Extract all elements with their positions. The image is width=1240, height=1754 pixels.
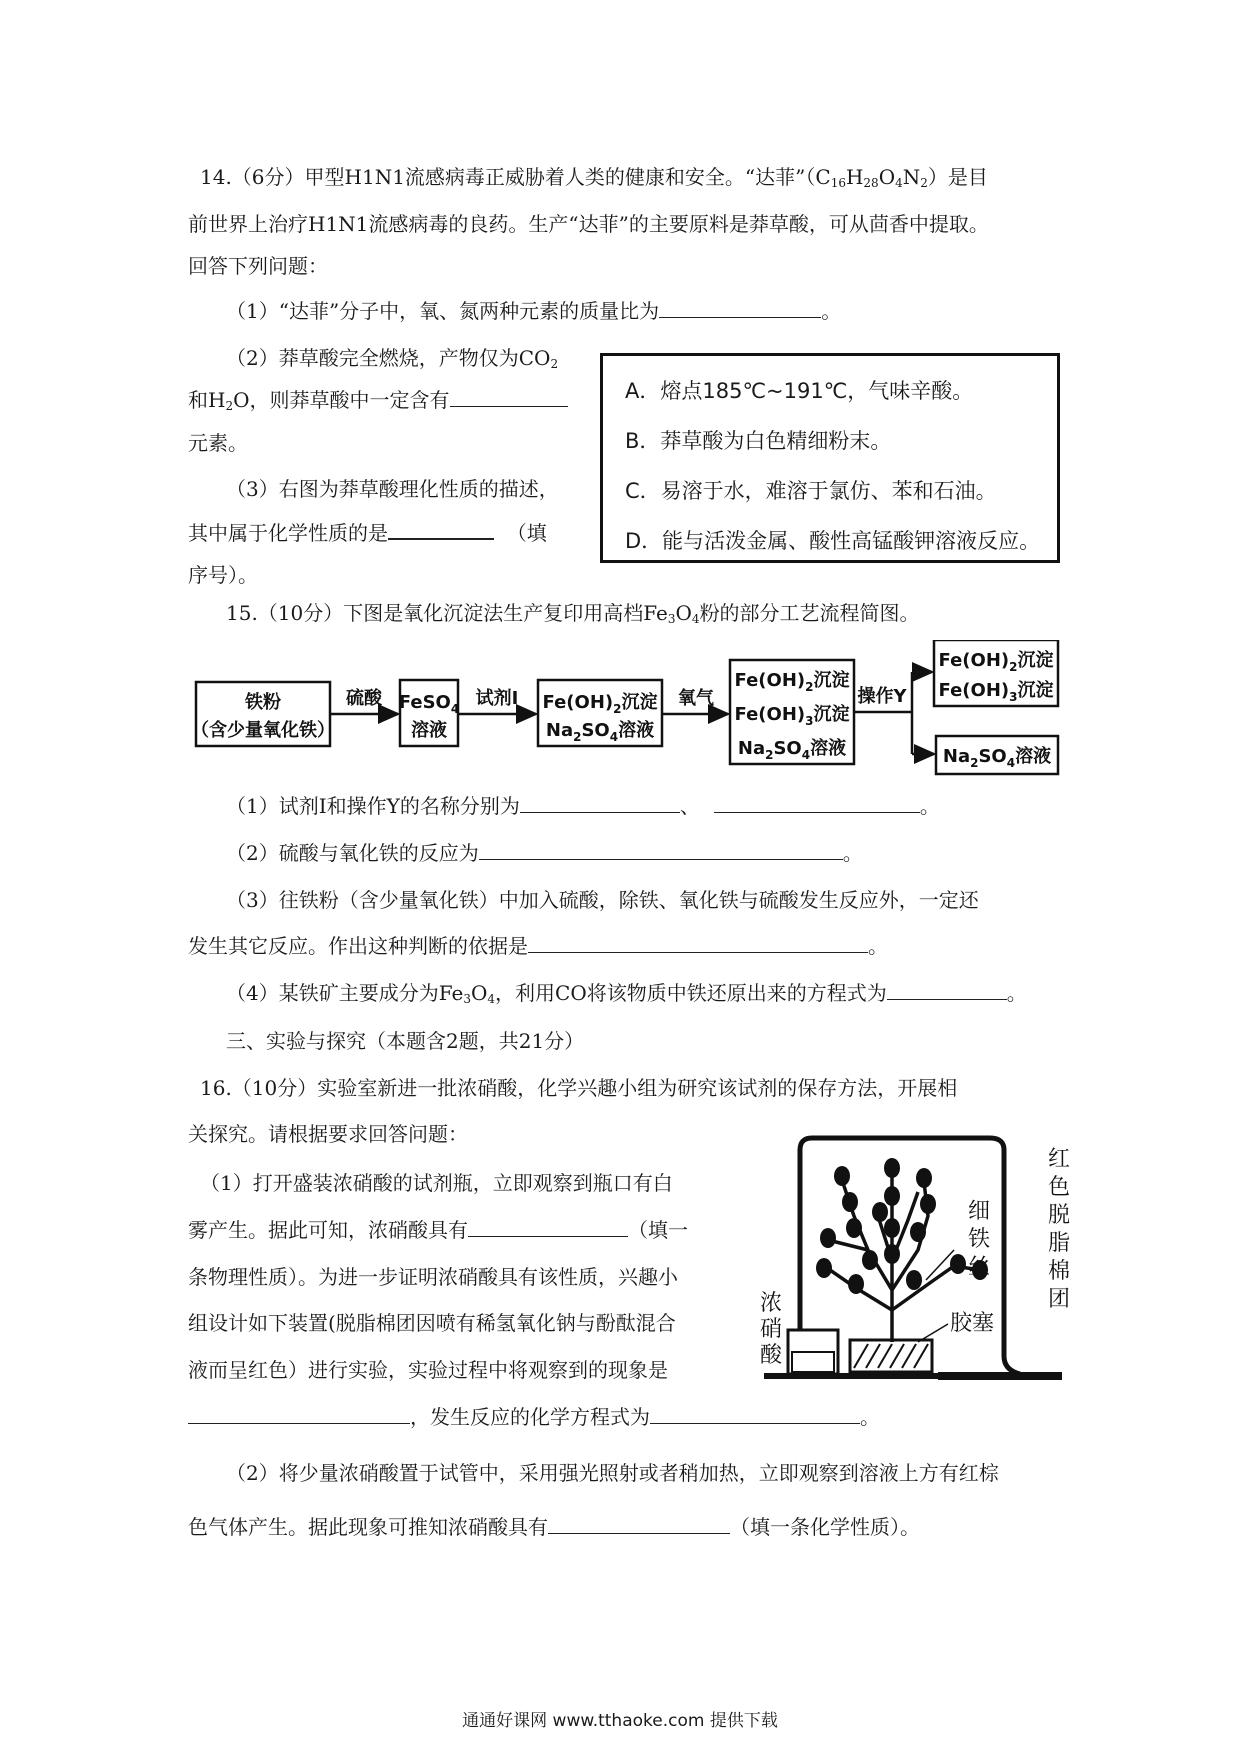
base-plate-end xyxy=(938,1372,1062,1380)
q15-part3-line2: 发生其它反应。作出这种判断的依据是 。 xyxy=(188,934,888,958)
svg-text:丝: 丝 xyxy=(968,1255,991,1280)
flow-arrow4-label: 操作Y xyxy=(857,686,907,707)
svg-text:铁: 铁 xyxy=(968,1227,991,1252)
q15-answer-blank-2[interactable] xyxy=(479,841,843,860)
svg-text:细: 细 xyxy=(968,1199,991,1224)
q15-part2: （2）硫酸与氧化铁的反应为 。 xyxy=(226,841,863,865)
section-3-heading: 三、实验与探究（本题含2题，共21分） xyxy=(226,1029,585,1053)
flow-arrow1-label: 硫酸 xyxy=(346,688,382,709)
svg-text:棉: 棉 xyxy=(1048,1259,1071,1284)
q15-answer-blank-3[interactable] xyxy=(528,934,868,953)
flow-box3-line1: $Fe(OH)_2$沉淀 xyxy=(542,692,658,716)
flow-box2-line1: FeSO$_4$ xyxy=(398,692,460,716)
q14-part2-line2: 和$H_2O$，则莽草酸中一定含有 xyxy=(188,387,568,413)
q14-answer-blank-2[interactable] xyxy=(450,388,568,407)
q15-answer-blank-4[interactable] xyxy=(887,981,1007,1000)
q14-intro-line3: 回答下列问题： xyxy=(188,254,328,278)
q14-answer-blank-1[interactable] xyxy=(659,299,821,318)
q16-answer-blank-2[interactable] xyxy=(188,1405,410,1424)
property-b: B．莽草酸为白色精细粉末。 xyxy=(625,429,892,453)
q15-part1: （1）试剂I和操作Y的名称分别为 、 。 xyxy=(226,794,940,818)
svg-text:红: 红 xyxy=(1048,1147,1071,1172)
q16-part1-line6: ，发生反应的化学方程式为 。 xyxy=(188,1404,880,1430)
q15-part4: （4）某铁矿主要成分为$Fe_3O_4$，利用CO将该物质中铁还原出来的方程式为 。 xyxy=(226,981,1027,1006)
q16-part2-line2: 色气体产生。据此现象可推知浓硝酸具有 （填一条化学性质）。 xyxy=(188,1515,920,1539)
svg-text:脂: 脂 xyxy=(1048,1231,1071,1256)
q16-part1-line2: 雾产生。据此可知，浓硝酸具有 （填一 xyxy=(188,1218,688,1242)
flow-box5-line1: $Fe(OH)_2$沉淀 xyxy=(938,650,1054,674)
q16-part1-line3: 条物理性质）。为进一步证明浓硝酸具有该性质，兴趣小 xyxy=(188,1265,678,1289)
q16-part1-line5: 液而呈红色）进行实验，实验过程中将观察到的现象是 xyxy=(188,1358,668,1382)
q16-intro-line2: 关探究。请根据要求回答问题： xyxy=(188,1122,468,1146)
property-c: C．易溶于水，难溶于氯仿、苯和石油。 xyxy=(625,479,997,503)
flow-box1-line2: （含少量氧化铁） xyxy=(191,720,335,741)
q15-part3-line1: （3）往铁粉（含少量氧化铁）中加入硫酸，除铁、氧化铁与硫酸发生反应外，一定还 xyxy=(226,888,979,912)
q14-answer-blank-3[interactable] xyxy=(388,520,494,540)
q14-intro-line2: 前世界上治疗H1N1流感病毒的良药。生产“达菲”的主要原料是莽草酸，可从茴香中提取。 xyxy=(188,212,989,236)
process-flow-diagram xyxy=(190,640,1070,790)
flow-box1-line1: 铁粉 xyxy=(245,692,281,713)
q16-answer-blank-1[interactable] xyxy=(468,1218,628,1237)
footer-source: 通通好课网 www.tthaoke.com 提供下载 xyxy=(462,1711,778,1731)
q15-answer-blank-1b[interactable] xyxy=(714,794,920,813)
svg-text:脱: 脱 xyxy=(1048,1203,1071,1228)
flow-box4-line3: $Na_2SO_4$溶液 xyxy=(737,738,847,762)
q16-part1-line4: 组设计如下装置(脱脂棉团因喷有稀氢氧化钠与酚酞混合 xyxy=(188,1311,676,1335)
label-stopper: 胶塞 xyxy=(950,1311,995,1336)
flow-arrow3-label: 氧气 xyxy=(678,688,714,709)
svg-text:酸: 酸 xyxy=(760,1343,783,1368)
flow-box3-line2: $Na_2SO_4$溶液 xyxy=(545,720,655,744)
q14-intro-line1: 14.（6分）甲型H1N1流感病毒正威胁着人类的健康和安全。“达菲$”(C_{16}H_{28}O_4N_2)$是目 xyxy=(200,165,988,190)
shikimic-acid-properties-box xyxy=(600,353,1060,563)
q14-part3-line2: 其中属于化学性质的是 （填 xyxy=(188,521,547,545)
q16-part1-line1: （1）打开盛装浓硝酸的试剂瓶，立即观察到瓶口有白 xyxy=(200,1171,673,1195)
apparatus-figure xyxy=(758,1120,1078,1410)
svg-text:硝: 硝 xyxy=(760,1317,783,1342)
svg-text:团: 团 xyxy=(1048,1287,1071,1312)
property-a: A．熔点185℃~191℃，气味辛酸。 xyxy=(625,379,974,403)
label-concentrated-nitric-acid xyxy=(760,1291,783,1368)
flow-box4-line1: $Fe(OH)_2$沉淀 xyxy=(734,670,850,694)
q16-part2-line1: （2）将少量浓硝酸置于试管中，采用强光照射或者稍加热，立即观察到溶液上方有红棕 xyxy=(226,1461,999,1485)
q16-answer-blank-4[interactable] xyxy=(548,1515,730,1534)
q16-intro-line1: 16.（10分）实验室新进一批浓硝酸，化学兴趣小组为研究该试剂的保存方法，开展相 xyxy=(200,1076,958,1100)
flow-box6-line1: $Na_2SO_4$溶液 xyxy=(942,746,1052,770)
label-iron-wire xyxy=(968,1199,990,1280)
flow-box2-line2: 溶液 xyxy=(411,720,447,741)
property-d: D．能与活泼金属、酸性高锰酸钾溶液反应。 xyxy=(625,529,1041,553)
svg-text:色: 色 xyxy=(1048,1175,1071,1200)
q14-part2-line1: （2）莽草酸完全燃烧，产物仅为$CO_2$ xyxy=(226,346,559,371)
q14-part2-line3: 元素。 xyxy=(188,431,248,455)
flow-arrow2-label: 试剂I xyxy=(475,688,519,709)
q15-answer-blank-1a[interactable] xyxy=(520,794,680,813)
q14-part1: （1）“达菲”分子中，氧、氮两种元素的质量比为 。 xyxy=(226,299,842,323)
flow-box4-line2: $Fe(OH)_3$沉淀 xyxy=(734,704,850,728)
svg-text:浓: 浓 xyxy=(760,1291,783,1316)
flow-box5-line2: $Fe(OH)_3$沉淀 xyxy=(938,680,1054,704)
q14-part3-line3: 序号）。 xyxy=(188,563,258,587)
q14-part3-line1: （3）右图为莽草酸理化性质的描述， xyxy=(226,477,559,501)
q15-intro: 15.（10分）下图是氧化沉淀法生产复印用高档$Fe_3O_4$粉的部分工艺流程简图。 xyxy=(226,601,920,626)
label-red-cotton xyxy=(1048,1147,1070,1312)
